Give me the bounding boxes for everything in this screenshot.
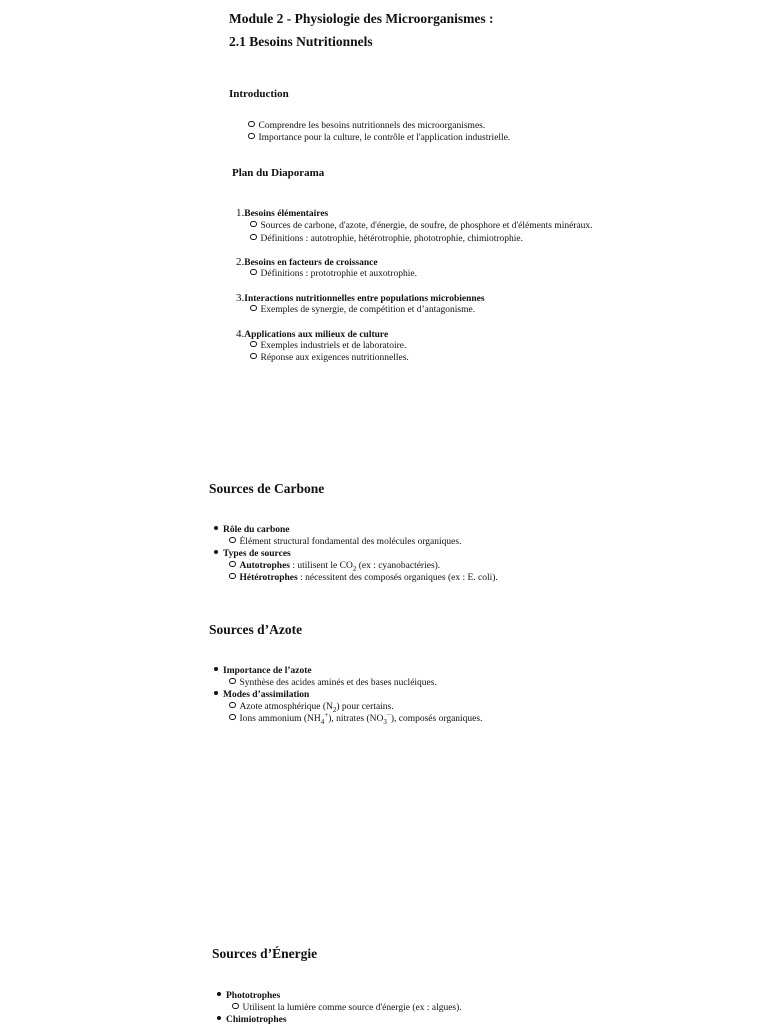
plan-section-4: 4.Applications aux milieux de culture (236, 328, 389, 340)
circle-bullet-icon (250, 221, 257, 228)
circle-bullet-icon (250, 234, 257, 241)
list-item: Exemples de synergie, de compétition et d’antagonisme. (250, 304, 475, 316)
plan-heading: Plan du Diaporama (232, 167, 325, 179)
plan-section-3: 3.Interactions nutritionnelles entre populations microbiennes (236, 292, 485, 304)
list-item: Synthèse des acides aminés et des bases nucléiques. (229, 677, 437, 689)
circle-bullet-icon (229, 573, 236, 580)
list-item: Définitions : prototrophie et auxotrophie. (250, 268, 417, 280)
introduction-heading: Introduction (229, 88, 289, 100)
circle-bullet-icon (229, 702, 236, 709)
disc-bullet-icon (214, 526, 218, 530)
circle-bullet-icon (229, 537, 236, 544)
list-item: Azote atmosphérique $(N_2)$ pour certains. (229, 701, 394, 713)
list-item: Exemples industriels et de laboratoire. (250, 340, 406, 352)
list-item: Hétérotrophes : nécessitent des composés organiques (ex : E. coli). (229, 572, 498, 584)
list-item: Réponse aux exigences nutritionnelles. (250, 352, 409, 364)
disc-bullet-icon (214, 667, 218, 671)
carbone-heading: Sources de Carbone (209, 481, 325, 496)
azote-heading: Sources d’Azote (209, 622, 303, 637)
list-item: Ions ammonium $(NH_4^+)$, nitrates $(NO_3^-)$, composés organiques. (229, 713, 482, 725)
list-item: Importance de l’azote (214, 665, 312, 677)
circle-bullet-icon (250, 305, 257, 312)
circle-bullet-icon (250, 269, 257, 276)
plan-section-1: 1.Besoins élémentaires (236, 207, 329, 219)
module-subtitle: 2.1 Besoins Nutritionnels (229, 34, 373, 49)
list-item: Rôle du carbone (214, 524, 290, 536)
energie-heading: Sources d’Énergie (212, 946, 318, 961)
list-item: Importance pour la culture, le contrôle et l'application industrielle. (248, 132, 510, 144)
disc-bullet-icon (214, 550, 218, 554)
list-item: Autotrophes : utilisent le $CO_2$ (ex : cyanobactéries). (229, 560, 440, 572)
list-item: Types de sources (214, 548, 291, 560)
module-title: Module 2 - Physiologie des Microorganismes : (229, 11, 494, 26)
list-item: Définitions : autotrophie, hétérotrophie, phototrophie, chimiotrophie. (250, 233, 523, 245)
circle-bullet-icon (229, 561, 236, 568)
disc-bullet-icon (217, 1016, 221, 1020)
list-item: Comprendre les besoins nutritionnels des microorganismes. (248, 120, 485, 132)
list-item: Élément structural fondamental des molécules organiques. (229, 536, 461, 548)
circle-bullet-icon (250, 353, 257, 360)
list-item: Utilisent la lumière comme source d'énergie (ex : algues). (232, 1002, 462, 1014)
circle-bullet-icon (229, 714, 236, 721)
circle-bullet-icon (248, 121, 255, 128)
circle-bullet-icon (250, 341, 257, 348)
circle-bullet-icon (232, 1003, 239, 1010)
circle-bullet-icon (229, 678, 236, 685)
plan-section-2: 2.Besoins en facteurs de croissance (236, 256, 378, 268)
list-item: Phototrophes (217, 990, 280, 1002)
circle-bullet-icon (248, 133, 255, 140)
list-item: Sources de carbone, d'azote, d'énergie, de soufre, de phosphore et d'éléments minéraux. (250, 220, 593, 232)
list-item: Chimiotrophes (217, 1014, 287, 1026)
disc-bullet-icon (214, 691, 218, 695)
list-item: Modes d’assimilation (214, 689, 309, 701)
disc-bullet-icon (217, 992, 221, 996)
